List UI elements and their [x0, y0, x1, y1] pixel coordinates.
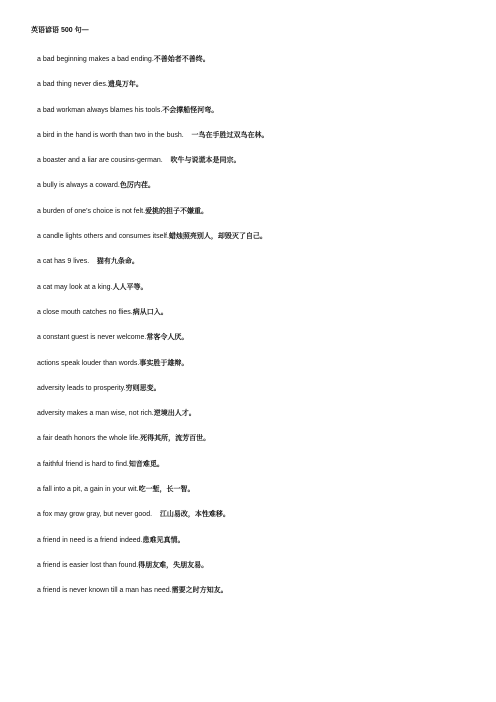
proverb-chinese: 得朋友难，失朋友易。	[138, 561, 209, 569]
proverb-english: a boaster and a liar are cousins-german.	[37, 157, 163, 165]
proverb-line	[37, 359, 477, 384]
proverb-line	[37, 434, 477, 459]
proverb-english: a friend is never known till a man has need.	[37, 587, 172, 595]
proverb-english: a burden of one’s choice is not felt.	[37, 207, 146, 215]
proverb-line	[37, 207, 477, 232]
proverb-chinese: 需要之时方知友。	[171, 587, 228, 595]
proverb-chinese: 死得其所，流芳百世。	[140, 435, 211, 443]
proverb-english: a friend in need is a friend indeed.	[37, 536, 143, 544]
proverb-line	[37, 308, 477, 333]
proverb-english: a bad workman always blames his tools.	[37, 106, 163, 114]
proverb-line	[37, 106, 477, 131]
proverb-chinese: 蜡烛照亮别人，却毁灭了自己。	[168, 233, 267, 241]
proverb-chinese: 爱挑的担子不嫌重。	[145, 207, 209, 215]
proverb-chinese: 猫有九条命。	[96, 258, 139, 266]
proverb-line	[37, 181, 477, 206]
proverb-chinese: 知音难觅。	[128, 460, 164, 468]
proverb-chinese: 患难见真情。	[142, 536, 185, 544]
proverb-separator	[152, 511, 160, 518]
proverb-line	[37, 460, 477, 485]
proverb-english: adversity leads to prosperity.	[37, 384, 126, 392]
proverb-line	[37, 485, 477, 510]
proverb-english: a fox may grow gray, but never good.	[37, 511, 153, 519]
proverb-english: a fair death honors the whole life.	[37, 435, 141, 443]
proverb-chinese: 色厉内荏。	[119, 182, 155, 190]
proverb-chinese: 常客令人厌。	[146, 334, 189, 342]
proverb-english: a constant guest is never welcome.	[37, 334, 147, 342]
proverb-chinese: 遗臭万年。	[107, 81, 143, 89]
proverb-line	[37, 283, 477, 308]
proverb-line	[37, 333, 477, 358]
proverb-line	[37, 156, 477, 181]
proverb-chinese: 人人平等。	[112, 283, 148, 291]
proverb-line	[37, 80, 477, 105]
proverb-english: a faithful friend is hard to find.	[37, 460, 129, 468]
proverb-english: a cat may look at a king.	[37, 283, 113, 291]
proverb-chinese: 不善始者不善终。	[153, 56, 210, 63]
proverb-chinese: 不会撑船怪河弯。	[162, 106, 219, 114]
proverb-separator	[89, 258, 97, 265]
proverb-english: a close mouth catches no flies.	[37, 308, 133, 316]
proverb-english: a bad thing never dies.	[37, 81, 108, 89]
proverb-english: a bird in the hand is worth than two in the bush.	[37, 131, 184, 139]
proverb-chinese: 穷则思变。	[125, 384, 161, 392]
proverb-english: a cat has 9 lives.	[37, 258, 90, 266]
proverb-english: actions speak louder than words.	[37, 359, 140, 367]
proverb-line	[37, 409, 477, 434]
proverb-chinese: 病从口入。	[132, 308, 168, 316]
proverb-line	[37, 536, 477, 561]
proverb-english: a candle lights others and consumes itself.	[37, 233, 169, 241]
proverb-chinese: 吃一堑，长一智。	[138, 486, 195, 494]
proverb-list	[37, 55, 477, 612]
proverb-line	[37, 384, 477, 409]
proverb-line	[37, 561, 477, 586]
proverb-chinese: 一鸟在手胜过双鸟在林。	[191, 131, 269, 139]
proverb-line	[37, 131, 477, 156]
proverb-english: a bad beginning makes a bad ending.	[37, 56, 154, 63]
proverb-chinese: 逆境出人才。	[153, 410, 196, 418]
proverb-line	[37, 586, 477, 611]
proverb-english: a friend is easier lost than found.	[37, 561, 139, 569]
proverb-line	[37, 232, 477, 257]
proverb-english: adversity makes a man wise, not rich.	[37, 410, 154, 418]
document-title: 英语谚语 500 句—	[31, 27, 89, 34]
proverb-chinese: 江山易改，本性难移。	[159, 511, 230, 519]
proverb-line	[37, 257, 477, 282]
proverb-line	[37, 55, 477, 80]
proverb-chinese: 事实胜于雄辩。	[139, 359, 189, 367]
proverb-chinese: 吹牛与说谎本是同宗。	[170, 157, 241, 165]
proverb-english: a bully is always a coward.	[37, 182, 120, 190]
proverb-english: a fall into a pit, a gain in your wit.	[37, 486, 139, 494]
proverb-line	[37, 510, 477, 535]
